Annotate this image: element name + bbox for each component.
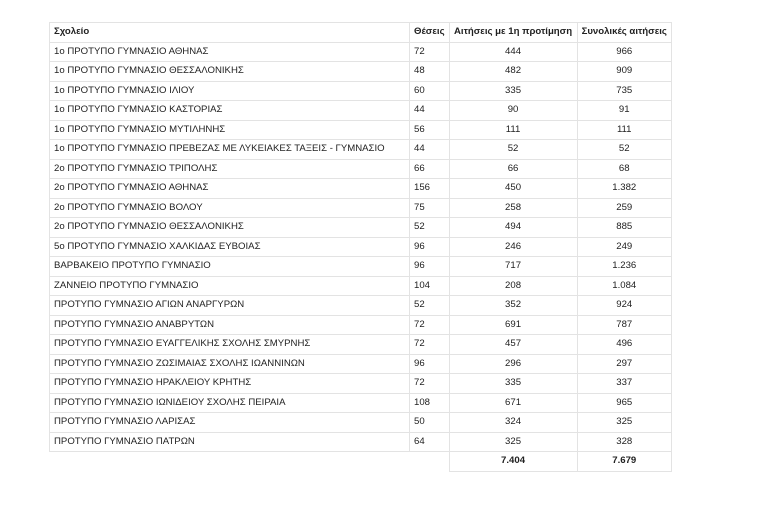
- cell-school: 2ο ΠΡΟΤΥΠΟ ΓΥΜΝΑΣΙΟ ΘΕΣΣΑΛΟΝΙΚΗΣ: [50, 218, 410, 238]
- table-row: [50, 120, 672, 140]
- cell-seats: 104: [410, 276, 450, 296]
- cell-school: 1ο ΠΡΟΤΥΠΟ ΓΥΜΝΑΣΙΟ ΠΡΕΒΕΖΑΣ ΜΕ ΛΥΚΕΙΑΚΕΣ ΤΑΞΕΙΣ - ΓΥΜΝΑΣΙΟ: [50, 140, 410, 160]
- table-header-row: [50, 23, 672, 43]
- table-row: [50, 159, 672, 179]
- cell-seats: 60: [410, 81, 450, 101]
- cell-first-choice: 66: [449, 159, 577, 179]
- cell-school: 1ο ΠΡΟΤΥΠΟ ΓΥΜΝΑΣΙΟ ΑΘΗΝΑΣ: [50, 42, 410, 62]
- cell-first-choice: 717: [449, 257, 577, 277]
- cell-seats: 64: [410, 432, 450, 452]
- cell-total: 1.382: [577, 179, 671, 199]
- totals-spacer: [50, 452, 410, 472]
- cell-seats: 96: [410, 237, 450, 257]
- cell-school: 1ο ΠΡΟΤΥΠΟ ΓΥΜΝΑΣΙΟ ΚΑΣΤΟΡΙΑΣ: [50, 101, 410, 121]
- cell-first-choice: 457: [449, 335, 577, 355]
- cell-seats: 72: [410, 315, 450, 335]
- table-row: [50, 101, 672, 121]
- table-row: [50, 42, 672, 62]
- cell-first-choice: 52: [449, 140, 577, 160]
- cell-seats: 52: [410, 218, 450, 238]
- cell-seats: 108: [410, 393, 450, 413]
- cell-school: ΠΡΟΤΥΠΟ ΓΥΜΝΑΣΙΟ ΖΩΣΙΜΑΙΑΣ ΣΧΟΛΗΣ ΙΩΑΝΝΙΝΩΝ: [50, 354, 410, 374]
- cell-school: ΠΡΟΤΥΠΟ ΓΥΜΝΑΣΙΟ ΑΝΑΒΡΥΤΩΝ: [50, 315, 410, 335]
- table-row: [50, 432, 672, 452]
- header-total: Συνολικές αιτήσεις: [577, 23, 671, 43]
- cell-school: 2ο ΠΡΟΤΥΠΟ ΓΥΜΝΑΣΙΟ ΑΘΗΝΑΣ: [50, 179, 410, 199]
- cell-seats: 44: [410, 140, 450, 160]
- table-row: [50, 296, 672, 316]
- cell-school: ΒΑΡΒΑΚΕΙΟ ΠΡΟΤΥΠΟ ΓΥΜΝΑΣΙΟ: [50, 257, 410, 277]
- cell-total: 885: [577, 218, 671, 238]
- cell-first-choice: 208: [449, 276, 577, 296]
- table-row: [50, 335, 672, 355]
- totals-spacer: [410, 452, 450, 472]
- cell-school: ΠΡΟΤΥΠΟ ΓΥΜΝΑΣΙΟ ΗΡΑΚΛΕΙΟΥ ΚΡΗΤΗΣ: [50, 374, 410, 394]
- cell-seats: 96: [410, 354, 450, 374]
- cell-seats: 96: [410, 257, 450, 277]
- cell-school: 2ο ΠΡΟΤΥΠΟ ΓΥΜΝΑΣΙΟ ΤΡΙΠΟΛΗΣ: [50, 159, 410, 179]
- cell-first-choice: 335: [449, 81, 577, 101]
- table-body: [50, 42, 672, 452]
- cell-total: 111: [577, 120, 671, 140]
- table-row: [50, 354, 672, 374]
- cell-first-choice: 494: [449, 218, 577, 238]
- table-row: [50, 315, 672, 335]
- cell-total: 91: [577, 101, 671, 121]
- table-row: [50, 81, 672, 101]
- cell-first-choice: 444: [449, 42, 577, 62]
- total-applications: 7.679: [577, 452, 671, 472]
- cell-total: 259: [577, 198, 671, 218]
- cell-first-choice: 450: [449, 179, 577, 199]
- cell-first-choice: 246: [449, 237, 577, 257]
- cell-first-choice: 352: [449, 296, 577, 316]
- cell-school: 2ο ΠΡΟΤΥΠΟ ΓΥΜΝΑΣΙΟ ΒΟΛΟΥ: [50, 198, 410, 218]
- cell-school: ΠΡΟΤΥΠΟ ΓΥΜΝΑΣΙΟ ΑΓΙΩΝ ΑΝΑΡΓΥΡΩΝ: [50, 296, 410, 316]
- cell-total: 325: [577, 413, 671, 433]
- cell-first-choice: 335: [449, 374, 577, 394]
- cell-total: 966: [577, 42, 671, 62]
- cell-first-choice: 324: [449, 413, 577, 433]
- cell-school: ΠΡΟΤΥΠΟ ΓΥΜΝΑΣΙΟ ΕΥΑΓΓΕΛΙΚΗΣ ΣΧΟΛΗΣ ΣΜΥΡΝΗΣ: [50, 335, 410, 355]
- header-school: Σχολείο: [50, 23, 410, 43]
- cell-total: 735: [577, 81, 671, 101]
- cell-school: 5ο ΠΡΟΤΥΠΟ ΓΥΜΝΑΣΙΟ ΧΑΛΚΙΔΑΣ ΕΥΒΟΙΑΣ: [50, 237, 410, 257]
- totals-row: [50, 452, 672, 472]
- table-row: [50, 218, 672, 238]
- cell-total: 496: [577, 335, 671, 355]
- applications-table: [49, 22, 672, 472]
- cell-first-choice: 296: [449, 354, 577, 374]
- cell-first-choice: 671: [449, 393, 577, 413]
- cell-first-choice: 691: [449, 315, 577, 335]
- cell-seats: 156: [410, 179, 450, 199]
- table-row: [50, 276, 672, 296]
- cell-total: 787: [577, 315, 671, 335]
- cell-school: ΠΡΟΤΥΠΟ ΓΥΜΝΑΣΙΟ ΙΩΝΙΔΕΙΟΥ ΣΧΟΛΗΣ ΠΕΙΡΑΙΑ: [50, 393, 410, 413]
- cell-total: 328: [577, 432, 671, 452]
- cell-total: 68: [577, 159, 671, 179]
- cell-seats: 44: [410, 101, 450, 121]
- cell-school: ΖΑΝΝΕΙΟ ΠΡΟΤΥΠΟ ΓΥΜΝΑΣΙΟ: [50, 276, 410, 296]
- cell-school: 1ο ΠΡΟΤΥΠΟ ΓΥΜΝΑΣΙΟ ΘΕΣΣΑΛΟΝΙΚΗΣ: [50, 62, 410, 82]
- cell-first-choice: 482: [449, 62, 577, 82]
- cell-school: ΠΡΟΤΥΠΟ ΓΥΜΝΑΣΙΟ ΠΑΤΡΩΝ: [50, 432, 410, 452]
- cell-total: 1.084: [577, 276, 671, 296]
- cell-seats: 72: [410, 374, 450, 394]
- cell-seats: 66: [410, 159, 450, 179]
- cell-school: 1ο ΠΡΟΤΥΠΟ ΓΥΜΝΑΣΙΟ ΙΛΙΟΥ: [50, 81, 410, 101]
- table-row: [50, 374, 672, 394]
- table-row: [50, 62, 672, 82]
- cell-total: 52: [577, 140, 671, 160]
- header-first-choice: Αιτήσεις με 1η προτίμηση: [449, 23, 577, 43]
- table-row: [50, 198, 672, 218]
- cell-total: 924: [577, 296, 671, 316]
- header-seats: Θέσεις: [410, 23, 450, 43]
- cell-total: 337: [577, 374, 671, 394]
- cell-total: 249: [577, 237, 671, 257]
- cell-first-choice: 325: [449, 432, 577, 452]
- cell-school: ΠΡΟΤΥΠΟ ΓΥΜΝΑΣΙΟ ΛΑΡΙΣΑΣ: [50, 413, 410, 433]
- table-row: [50, 140, 672, 160]
- cell-seats: 72: [410, 335, 450, 355]
- cell-seats: 72: [410, 42, 450, 62]
- cell-first-choice: 111: [449, 120, 577, 140]
- cell-seats: 48: [410, 62, 450, 82]
- total-first-choice: 7.404: [449, 452, 577, 472]
- table-row: [50, 237, 672, 257]
- cell-school: 1ο ΠΡΟΤΥΠΟ ΓΥΜΝΑΣΙΟ ΜΥΤΙΛΗΝΗΣ: [50, 120, 410, 140]
- cell-total: 909: [577, 62, 671, 82]
- cell-first-choice: 90: [449, 101, 577, 121]
- table-row: [50, 413, 672, 433]
- cell-total: 297: [577, 354, 671, 374]
- cell-total: 965: [577, 393, 671, 413]
- table-row: [50, 393, 672, 413]
- table-row: [50, 179, 672, 199]
- cell-first-choice: 258: [449, 198, 577, 218]
- cell-seats: 50: [410, 413, 450, 433]
- cell-total: 1.236: [577, 257, 671, 277]
- cell-seats: 52: [410, 296, 450, 316]
- cell-seats: 56: [410, 120, 450, 140]
- table-row: [50, 257, 672, 277]
- cell-seats: 75: [410, 198, 450, 218]
